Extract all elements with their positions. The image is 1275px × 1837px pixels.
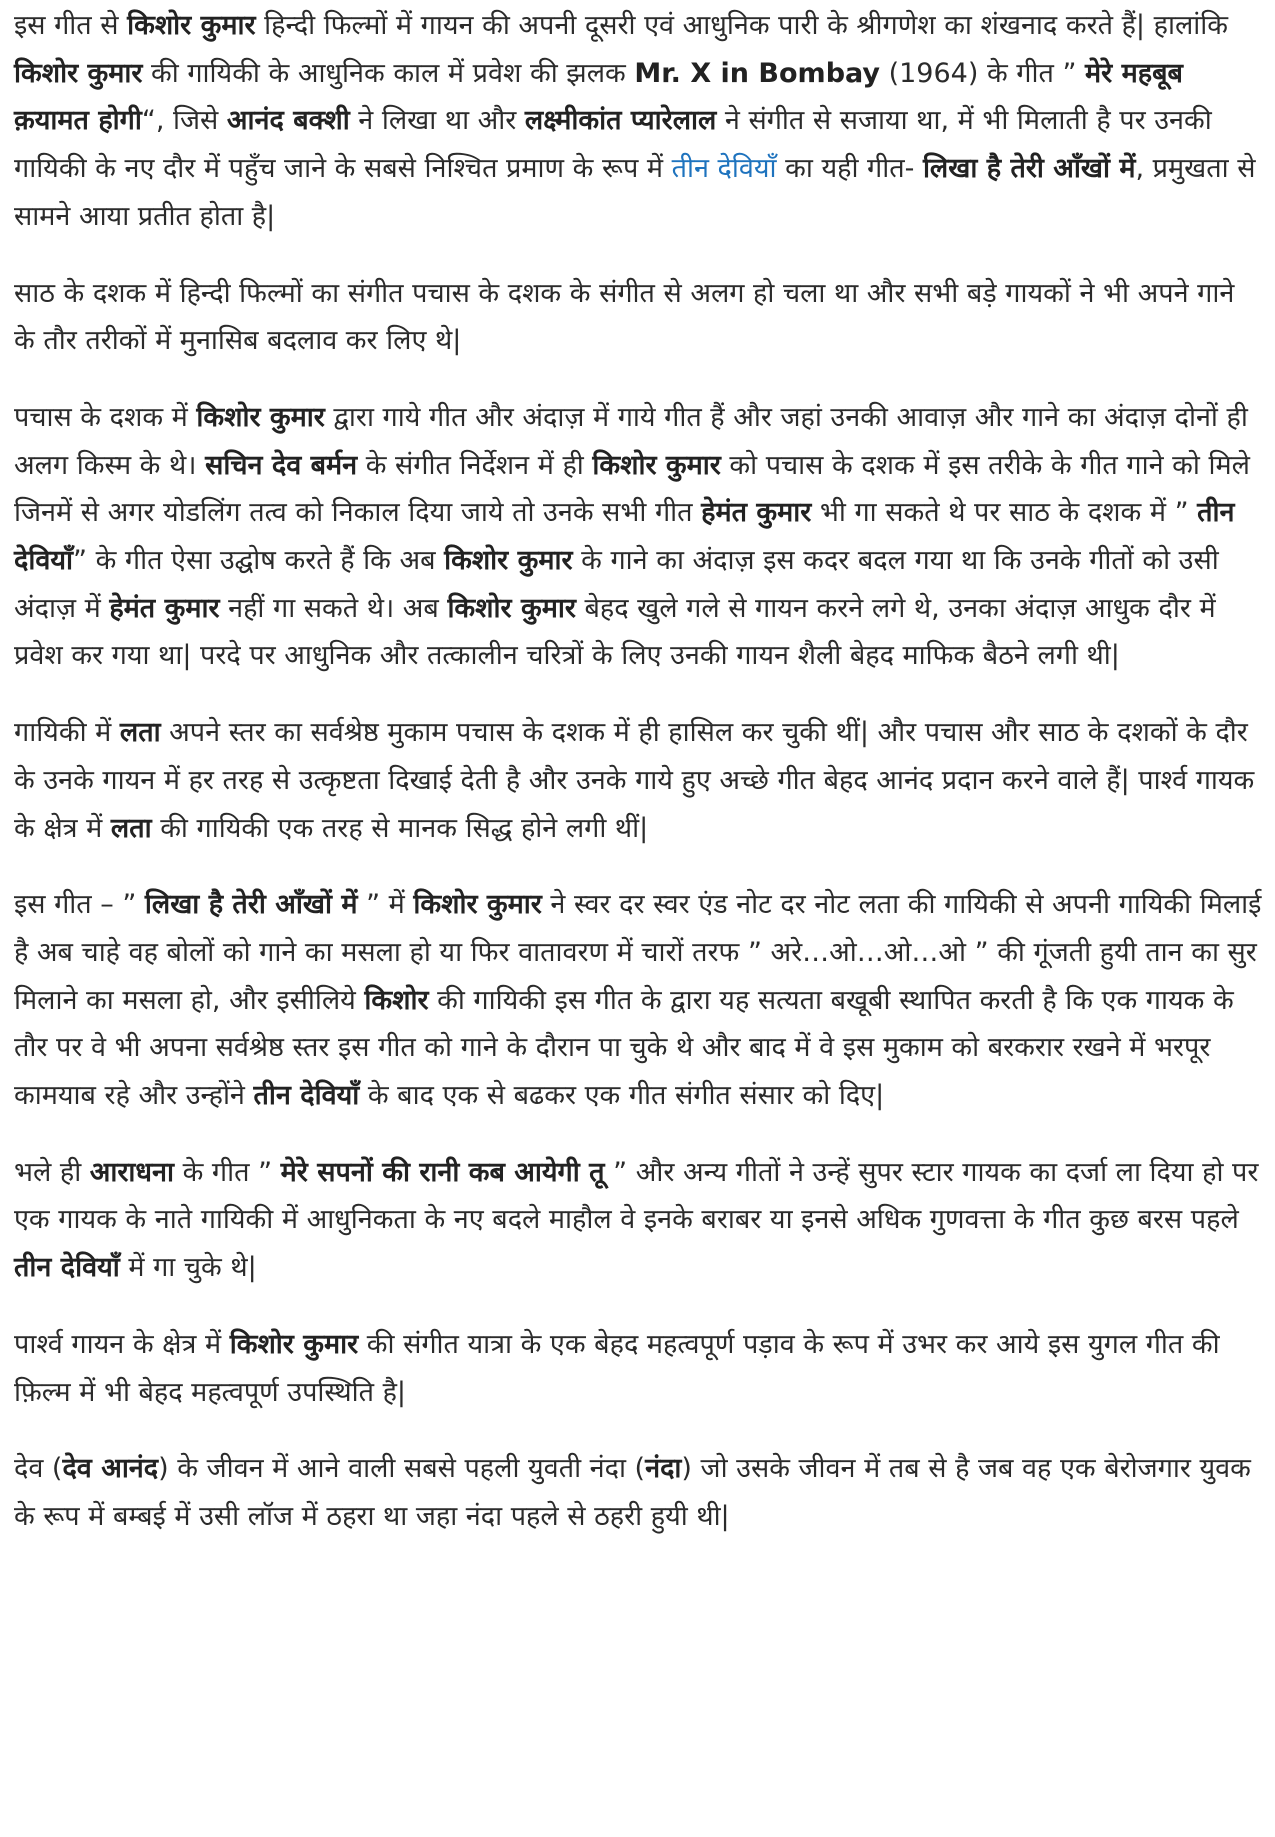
bold-name: किशोर कुमार [444,545,573,577]
bold-name: देव आनंद [62,1453,159,1485]
text-run: के संगीत निर्देशन में ही [357,449,593,481]
bold-name: किशोर कुमार [413,889,542,921]
text-run: ) जो उसके जीवन में तब से है जब वह एक बेरोजगार युवक के रूप में बम्बई में उसी लॉज में ठहरा था जहा नंदा पहले से ठहरी हुयी थी| [14,1453,1251,1532]
text-run: की गायिकी के आधुनिक काल में प्रवेश की झलक [142,57,635,89]
bold-name: आनंद बक्शी [226,105,350,137]
bold-name: लता [110,812,152,844]
text-run: देव ( [14,1453,63,1485]
text-run: इस गीत से [14,10,128,41]
text-run: (1964) के गीत ” [880,57,1086,89]
article-paragraph [14,1149,1263,1292]
bold-name: किशोर कुमार [229,1328,359,1360]
bold-name: किशोर कुमार [127,10,256,41]
text-run: पचास के दशक में [14,401,197,433]
text-run: ने स्वर दर स्वर एंड नोट दर नोट लता की गायिकी से अपनी गायिकी मिलाई है अब चाहे वह बोलों को गाने का मसला हो या फिर वातावरण में चारों तरफ ” अरे…ओ…ओ…ओ ” की गूंजती हुयी तान का सुर मिलाने का मसला हो, और इसीलिये [14,889,1262,1016]
text-run: ” के गीत ऐसा उद्घोष करते हैं कि अब [73,545,445,577]
bold-name: मेरे महबूब क़यामत होगी [14,57,1183,137]
bold-name: हेमंत कुमार [701,497,812,529]
article-paragraph [14,2,1263,241]
bold-name: सचिन देव बर्मन [205,449,358,481]
text-run: अपने स्तर का सर्वश्रेष्ठ मुकाम पचास के दशक में ही हासिल कर चुकी थीं| और पचास और साठ के दशकों के दौर के उनके गायन में हर तरह से उत्कृष्टता दिखाई देती है और उनके गाये हुए अच्छे गीत बेहद आनंद प्रदान करने वाले हैं| पार्श्व गायक के क्षेत्र में [14,717,1255,844]
bold-name: तीन देवियाँ [14,1252,120,1284]
bold-name: किशोर कुमार [196,401,325,433]
text-run: गायिकी में [14,717,120,749]
film-link[interactable]: तीन देवियाँ [671,153,777,185]
text-run: ” और अन्य गीतों ने उन्हें सुपर स्टार गायक का दर्जा ला दिया हो पर एक गायक के नाते गायिकी में आधुनिकता के नए बदले माहौल वे इनके बराबर या इनसे अधिक गुणवत्ता के गीत कुछ बरस पहले [14,1156,1259,1236]
text-run: का यही गीत- [776,153,923,185]
text-run: ने संगीत से सजाया था, में भी मिलाती है पर उनकी गायिकी के नए दौर में पहुँच जाने के सबसे निश्चित प्रमाण के रूप में [14,105,1212,185]
bold-name: तीन देवियाँ [253,1080,360,1112]
text-run: में गा चुके थे| [119,1252,257,1284]
article-paragraph [14,394,1263,680]
text-run: भले ही [14,1156,90,1188]
bold-name: तीन देवियाँ [14,497,1235,577]
article-paragraph [14,709,1263,852]
bold-name: किशोर कुमार [14,57,143,89]
bold-name: किशोर कुमार [592,449,721,481]
text-run: द्वारा गाये गीत और अंदाज़ में गाये गीत हैं और जहां उनकी आवाज़ और गाने का अंदाज़ दोनों ही अलग किस्म के थे। [14,401,1248,481]
text-run: ) के जीवन में आने वाली सबसे पहली युवती नंदा ( [158,1453,646,1485]
bold-name: आराधना [89,1156,175,1188]
text-run: हिन्दी फिल्मों में गायन की अपनी दूसरी एवं आधुनिक पारी के श्रीगणेश का शंखनाद करते हैं| हालांकि [255,10,1228,41]
bold-name: Mr. X in Bombay [634,57,881,89]
text-run: साठ के दशक में हिन्दी फिल्मों का संगीत पचास के दशक के संगीत से अलग हो चला था और सभी बड़े गायकों ने भी अपने गाने के तौर तरीकों में मुनासिब बदलाव कर लिए थे| [14,277,1235,357]
text-run: ने लिखा था और [349,105,525,137]
article-paragraph [14,1445,1263,1540]
bold-name: किशोर [364,984,429,1016]
article-paragraph [14,881,1263,1120]
bold-name: किशोर कुमार [447,592,576,624]
text-run: के गीत ” [174,1156,281,1188]
text-run: नहीं गा सकते थे। अब [219,592,448,624]
text-run: की गायिकी इस गीत के द्वारा यह सत्यता बखूबी स्थापित करती है कि एक गायक के तौर पर वे भी अपना सर्वश्रेष्ठ स्तर इस गीत को गाने के दौरान पा चुके थे और बाद में वे इस मुकाम को बरकरार रखने में भरपूर कामयाब रहे और उन्होंने [14,984,1234,1112]
article-paragraph [14,270,1263,365]
text-run: बेहद खुले गले से गायन करने लगे थे, उनका अंदाज़ आधुक दौर में प्रवेश कर गया था| परदे पर आधुनिक और तत्कालीन चरित्रों के लिए उनकी गायन शैली बेहद माफिक बैठने लगी थी| [14,592,1216,672]
bold-name: लक्ष्मीकांत प्यारेलाल [524,105,717,137]
bold-name: लिखा है तेरी आँखों में [144,889,358,921]
article-paragraph [14,1321,1263,1416]
text-run: को पचास के दशक में इस तरीके के गीत गाने को मिले जिनमें से अगर योडलिंग तत्व को निकाल दिया जाये तो उनके सभी गीत [14,449,1250,529]
text-run: इस गीत – ” [14,889,145,921]
bold-name: मेरे सपनों की रानी कब आयेगी तू [280,1156,605,1188]
text-run: “, जिसे [141,105,227,137]
article-body [0,2,1275,1541]
text-run: की गायिकी एक तरह से मानक सिद्ध होने लगी थीं| [151,812,649,844]
text-run: के गाने का अंदाज़ इस कदर बदल गया था कि उनके गीतों को उसी अंदाज़ में [14,545,1219,624]
text-run: भी गा सकते थे पर साठ के दशक में ” [811,497,1198,529]
text-run: पार्श्व गायन के क्षेत्र में [14,1328,230,1360]
bold-name: लता [119,717,161,749]
bold-name: हेमंत कुमार [109,592,220,624]
text-run: , प्रमुखता से सामने आया प्रतीत होता है| [14,153,1256,232]
bold-name: नंदा [645,1453,682,1485]
text-run: के बाद एक से बढकर एक गीत संगीत संसार को दिए| [359,1080,885,1112]
bold-name: लिखा है तेरी आँखों में [922,153,1136,185]
text-run: ” में [357,889,414,921]
text-run: की संगीत यात्रा के एक बेहद महत्वपूर्ण पड़ाव के रूप में उभर कर आये इस युगल गीत की फ़िल्म में भी बेहद महत्वपूर्ण उपस्थिति है| [14,1328,1220,1408]
